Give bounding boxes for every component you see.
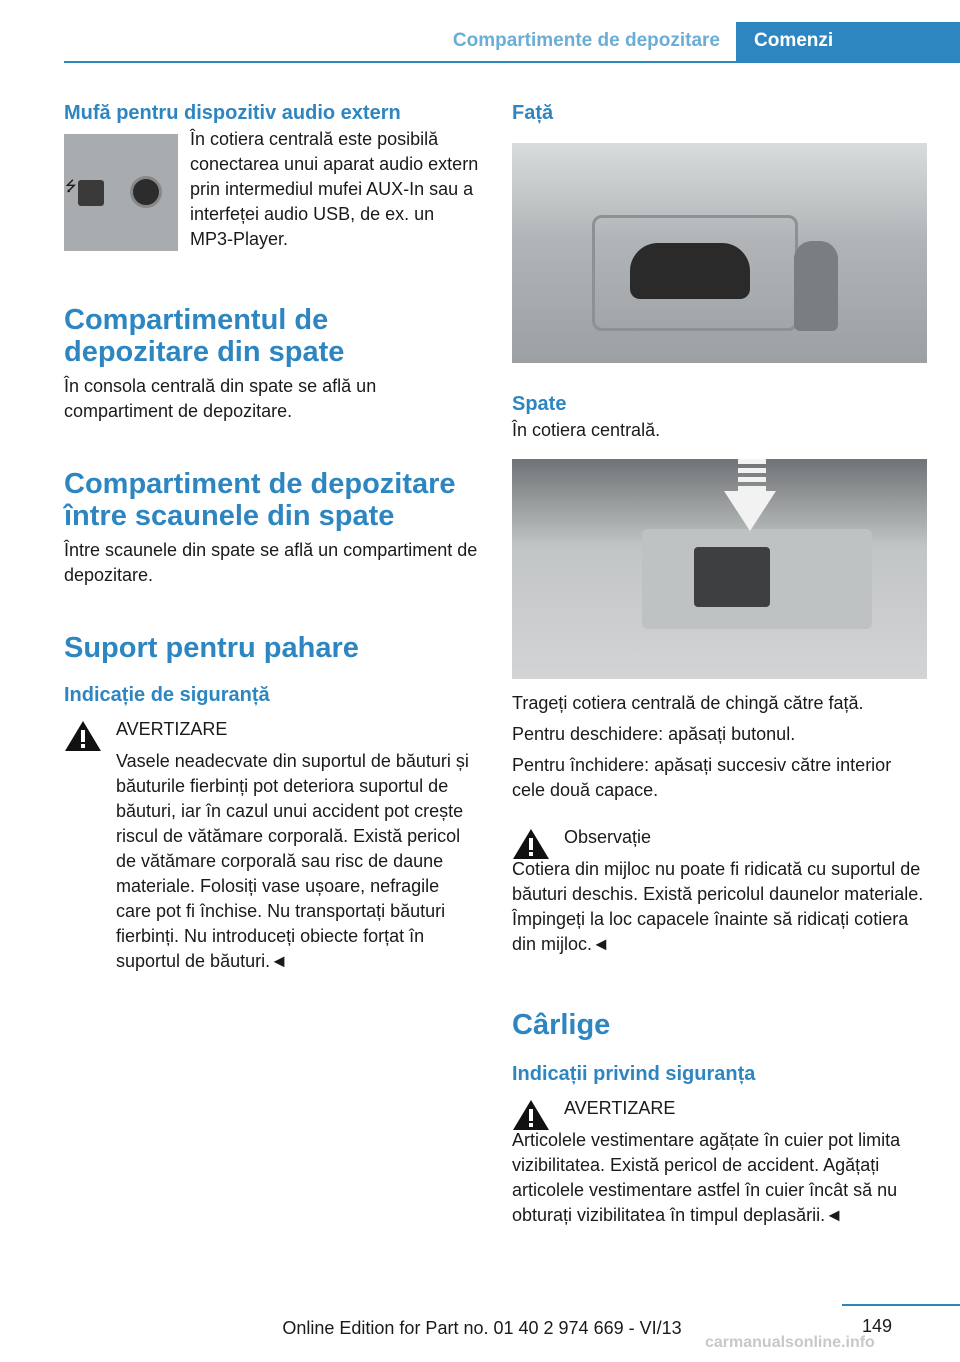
note-block xyxy=(512,825,927,957)
note-label: Observație xyxy=(564,827,652,847)
aux-jack-shape xyxy=(130,176,162,208)
usb-icon: ⭍ xyxy=(65,178,77,194)
left-column xyxy=(64,100,479,974)
close-text: Pentru închidere: apăsați succesiv către interior cele două capace. xyxy=(512,755,892,800)
page-number: 149 xyxy=(862,1316,893,1336)
footer-rule xyxy=(842,1304,960,1306)
hooks-warning-label: AVERTIZARE xyxy=(564,1098,676,1118)
arrow-bars-shape xyxy=(738,459,766,493)
aux-heading: Mufă pentru dispozitiv audio extern xyxy=(64,102,401,124)
warning-triangle-icon xyxy=(512,827,550,861)
between-seats-text: Între scaunele din spate se află un compartiment de depozitare. xyxy=(64,540,478,585)
usb-port-shape xyxy=(78,180,104,206)
warning-triangle-icon xyxy=(512,1098,550,1132)
front-heading: Față xyxy=(512,102,554,124)
cup-holder-title: Suport pentru pahare xyxy=(64,632,359,664)
aux-port-image xyxy=(64,134,178,251)
down-arrow-icon xyxy=(724,491,776,531)
footer-edition: Online Edition for Part no. 01 40 2 974 669 - VI/13 xyxy=(282,1318,682,1338)
rear-text: În cotiera centrală. xyxy=(512,420,661,440)
warning-text: Vasele neadecvate din suportul de băuturi și băuturile fierbinți pot deteriora suportul de băuturi, iar în cazul unui accident pot crește riscul de vătămare corporală. Există pericol de vătămare corporală sau risc de daune materiale. Folosiți vase ușoare, nefragile care pot fi închise. Nu transportați băuturi fierbinți. Nu introduceți obiecte forțat în suportul de băuturi.◄ xyxy=(116,751,469,971)
header-chapter-tab: Comenzi xyxy=(736,22,960,62)
note-text: Cotiera din mijloc nu poate fi ridicată cu suportul de băuturi deschis. Există pericolul daunelor materiale. Împingeți la loc capacele înainte să ridicați cotiera din mijloc.◄ xyxy=(512,859,924,954)
safety-heading: Indicație de siguranță xyxy=(64,684,270,706)
warning-block xyxy=(64,717,479,974)
hooks-title: Cârlige xyxy=(512,1009,611,1041)
rear-storage-text: În consola centrală din spate se află un compartiment de depozitare. xyxy=(64,376,377,421)
gear-knob-shape xyxy=(794,241,838,331)
header-rule xyxy=(64,61,960,63)
hooks-safety-heading: Indicații privind siguranța xyxy=(512,1063,756,1085)
cup-holder-lid-shape xyxy=(694,547,770,607)
warning-triangle-icon xyxy=(64,719,102,753)
between-seats-title: Compartiment de depozitare între scaunele din spate xyxy=(64,468,456,532)
rear-storage-title: Compartimentul de depozitare din spate xyxy=(64,304,345,368)
warning-label: AVERTIZARE xyxy=(116,719,228,739)
rear-heading: Spate xyxy=(512,393,567,415)
aux-text: În cotiera centrală este posibilă conectarea unui aparat audio extern prin intermediul mufei AUX-In sau a interfeței audio USB, de ex. un MP3-Player. xyxy=(190,129,479,249)
pull-text: Trageți cotiera centrală de chingă către față. xyxy=(512,693,864,713)
open-text: Pentru deschidere: apăsați butonul. xyxy=(512,724,796,744)
watermark: carmanualsonline.info xyxy=(705,1334,875,1351)
page-header xyxy=(0,0,960,62)
front-cup-holder-image xyxy=(512,143,927,363)
hooks-warning-text: Articolele vestimentare agățate în cuier pot limita vizibilitatea. Există pericol de accident. Agățați articolele vestimentare astfel în cuier încât să nu obturați vizibilitatea în timpul deplasării.◄ xyxy=(512,1130,901,1225)
hooks-warning-block xyxy=(512,1096,927,1228)
cup-holder-shape xyxy=(630,243,750,299)
header-section-title: Compartimente de depozitare xyxy=(452,30,720,51)
rear-armrest-image xyxy=(512,459,927,679)
right-column xyxy=(512,100,927,1228)
